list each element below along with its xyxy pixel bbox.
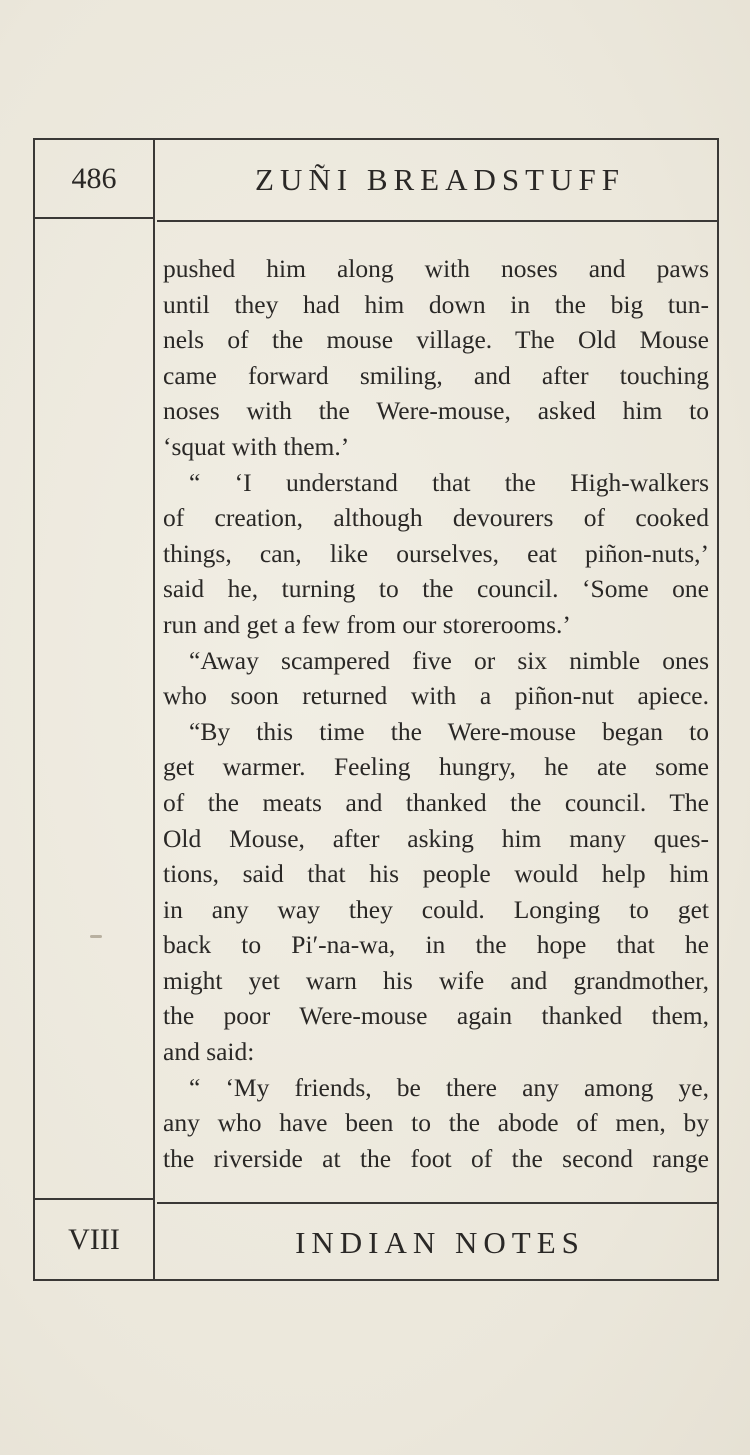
- text-line: “By this time the Were-mouse began to: [189, 716, 709, 746]
- divider-rule: [153, 138, 155, 1281]
- text-line: “ ‘My friends, be there any among ye,: [189, 1072, 709, 1102]
- text-line: might yet warn his wife and grandmother,: [163, 965, 709, 995]
- text-line: of the meats and thanked the council. The: [163, 787, 709, 817]
- text-line: of creation, although devourers of cooked: [163, 503, 709, 533]
- text-line: ‘squat with them.’: [163, 431, 350, 461]
- text-line: back to Pi′-na-wa, in the hope that he: [163, 930, 709, 960]
- text-line: the poor Were-mouse again thanked them,: [163, 1001, 709, 1031]
- text-line: noses with the Were-mouse, asked him to: [163, 396, 709, 426]
- right-rule: [717, 138, 719, 1281]
- text-line: nels of the mouse village. The Old Mouse: [163, 325, 709, 355]
- section-numeral: VIII: [68, 1223, 120, 1256]
- text-line: pushed him along with noses and paws: [163, 254, 709, 283]
- text-line: until they had him down in the big tun-: [163, 289, 709, 319]
- text-line: who soon returned with a piñon-nut apiece.: [163, 681, 709, 711]
- header-right-rule: [157, 220, 719, 222]
- margin-mark: [90, 935, 102, 938]
- text-line: “ ‘I understand that the High-walkers: [189, 467, 709, 497]
- text-line: run and get a few from our storerooms.’: [163, 609, 571, 639]
- text-line: “Away scampered five or six nimble ones: [189, 645, 709, 675]
- text-line: tions, said that his people would help him: [163, 859, 709, 889]
- body-text: [163, 251, 709, 1176]
- text-line: Old Mouse, after asking him many ques-: [163, 823, 709, 853]
- page-number: 486: [71, 162, 117, 195]
- text-line: any who have been to the abode of men, by: [163, 1108, 709, 1138]
- text-line: get warmer. Feeling hungry, he ate some: [163, 752, 709, 782]
- series-title: INDIAN NOTES: [295, 1225, 585, 1260]
- text-line: said he, turning to the council. ‘Some one: [163, 574, 709, 604]
- running-title: ZUÑI BREADSTUFF: [255, 162, 625, 197]
- text-line: the riverside at the foot of the second range: [163, 1143, 709, 1173]
- left-rule: [33, 138, 35, 1281]
- text-line: in any way they could. Longing to get: [163, 894, 709, 924]
- text-line: came forward smiling, and after touching: [163, 360, 709, 390]
- text-line: things, can, like ourselves, eat piñon-nuts,’: [163, 538, 709, 568]
- text-line: and said:: [163, 1037, 255, 1067]
